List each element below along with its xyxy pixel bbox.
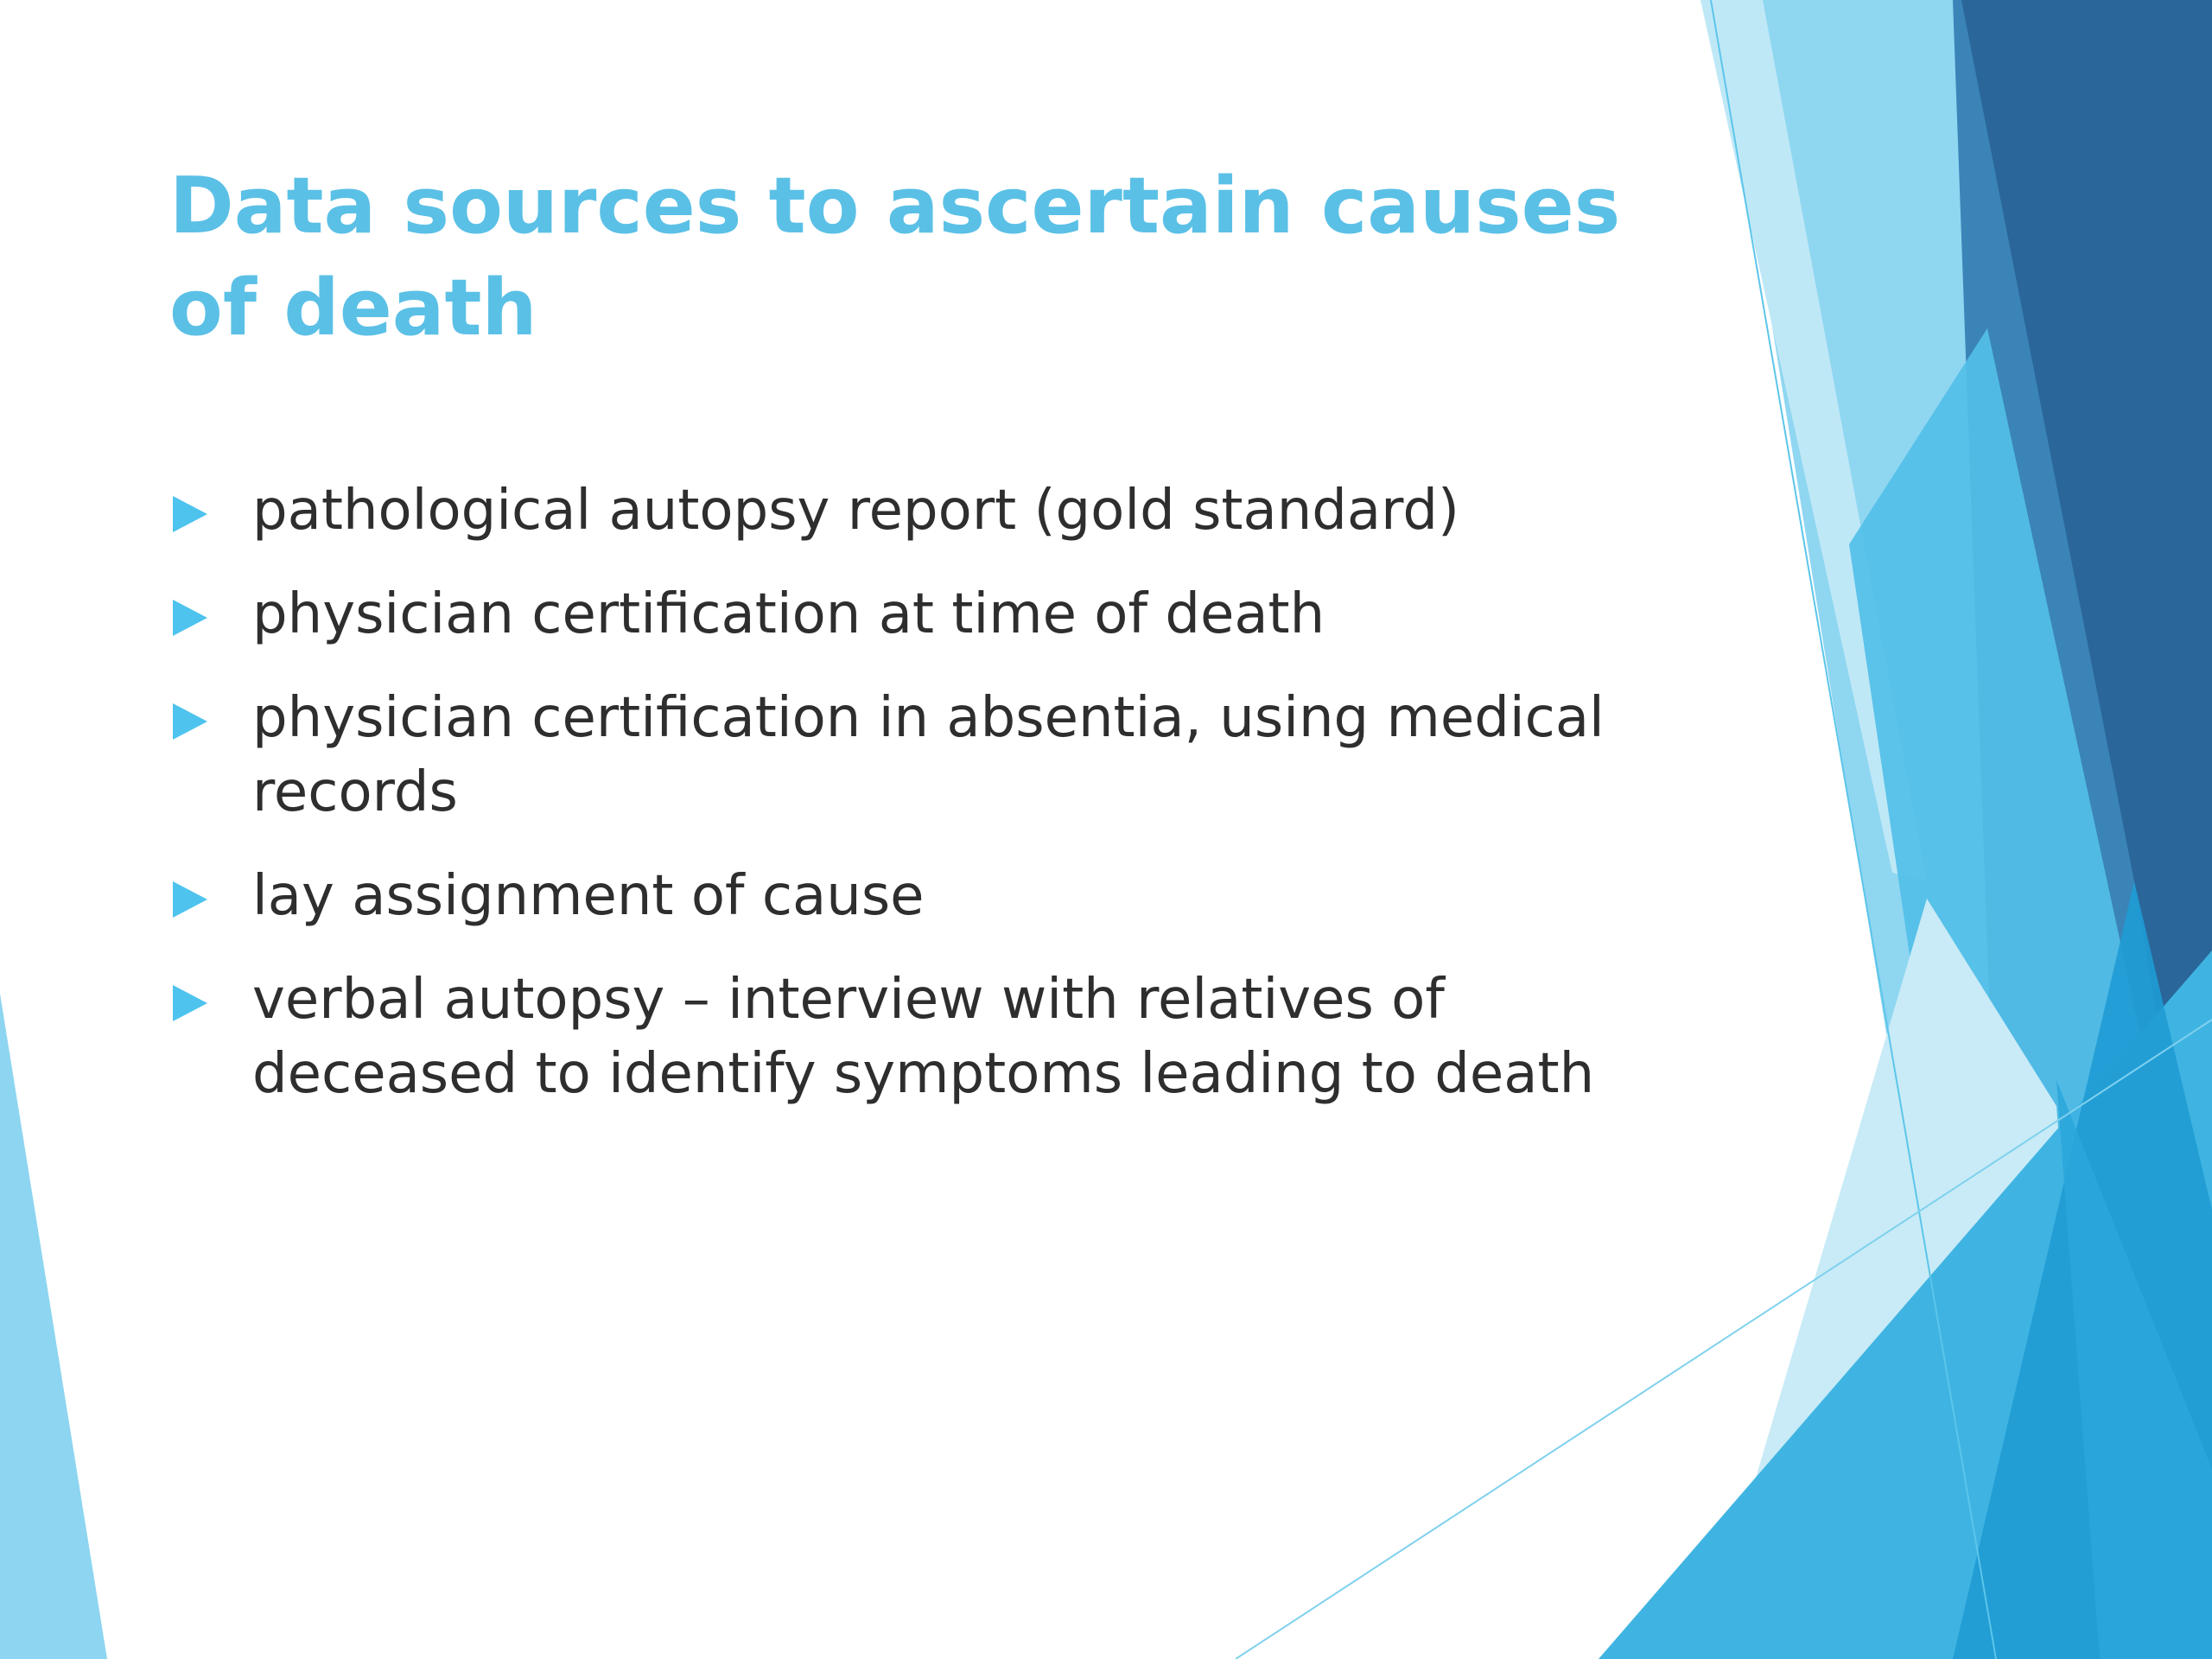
list-item xyxy=(169,859,1656,933)
list-item xyxy=(169,577,1656,652)
bullet-text: pathological autopsy report (gold standard) xyxy=(252,479,1459,543)
triangle-bullet-icon xyxy=(173,985,207,1021)
list-item xyxy=(169,681,1656,830)
slide-title: Data sources to ascertain causes of death xyxy=(169,161,1621,353)
bullet-text: lay assignment of cause xyxy=(252,864,925,928)
bullet-text: verbal autopsy – interview with relatives of deceased to identify symptoms leading to death xyxy=(252,968,1595,1106)
triangle-bullet-icon xyxy=(173,881,207,918)
bullet-text: physician certification at time of death xyxy=(252,582,1325,646)
triangle-bullet-icon xyxy=(173,600,207,636)
bullet-list xyxy=(169,474,1656,1141)
triangle-bullet-icon xyxy=(173,496,207,532)
list-item xyxy=(169,474,1656,548)
list-item xyxy=(169,963,1656,1111)
bullet-text: physician certification in absentia, using medical records xyxy=(252,686,1605,824)
triangle-bullet-icon xyxy=(173,703,207,740)
